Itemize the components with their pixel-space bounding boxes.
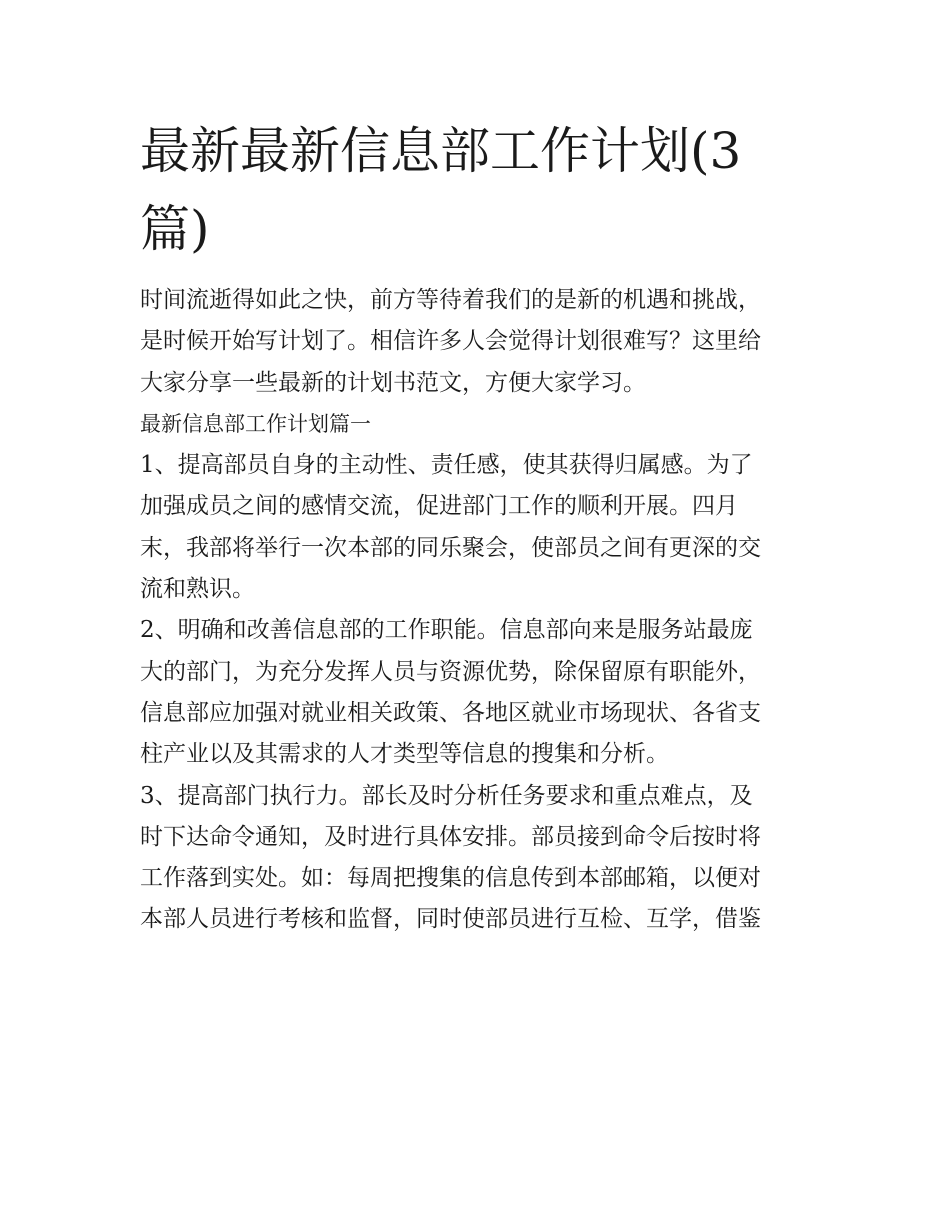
- list-item-3: [140, 776, 820, 941]
- item-line: 本部人员进行考核和监督，同时使部员进行互检、互学，借鉴: [140, 906, 761, 933]
- document-body: [140, 280, 820, 941]
- section-heading: 最新信息部工作计划篇一: [140, 411, 371, 436]
- document-title: [140, 112, 780, 268]
- item-line: 工作落到实处。如：每周把搜集的信息传到本部邮箱，以便对: [140, 865, 761, 892]
- title-line: 最新最新信息部工作计划(3: [140, 122, 742, 180]
- item-line: 时下达命令通知，及时进行具体安排。部员接到命令后按时将: [140, 823, 761, 850]
- list-item-2: [140, 610, 820, 775]
- intro-line: 大家分享一些最新的计划书范文，方便大家学习。: [140, 369, 646, 396]
- title-line: 篇): [140, 200, 210, 258]
- list-item-1: [140, 445, 820, 610]
- item-line: 流和熟识。: [140, 576, 255, 603]
- item-line: 末，我部将举行一次本部的同乐聚会，使部员之间有更深的交: [140, 534, 761, 561]
- item-line: 加强成员之间的感情交流，促进部门工作的顺利开展。四月: [140, 493, 738, 520]
- item-line: 大的部门，为充分发挥人员与资源优势，除保留原有职能外，: [140, 658, 761, 685]
- intro-paragraph: [140, 280, 820, 404]
- item-line: 3、提高部门执行力。部长及时分析任务要求和重点难点，及: [140, 782, 753, 809]
- intro-line: 是时候开始写计划了。相信许多人会觉得计划很难写？这里给: [140, 328, 761, 355]
- item-line: 柱产业以及其需求的人才类型等信息的搜集和分析。: [140, 741, 669, 768]
- intro-line: 时间流逝得如此之快，前方等待着我们的是新的机遇和挑战，: [140, 287, 761, 313]
- item-line: 信息部应加强对就业相关政策、各地区就业市场现状、各省支: [140, 699, 761, 726]
- item-line: 1、提高部员自身的主动性、责任感，使其获得归属感。为了: [140, 452, 753, 479]
- item-line: 2、明确和改善信息部的工作职能。信息部向来是服务站最庞: [140, 617, 753, 644]
